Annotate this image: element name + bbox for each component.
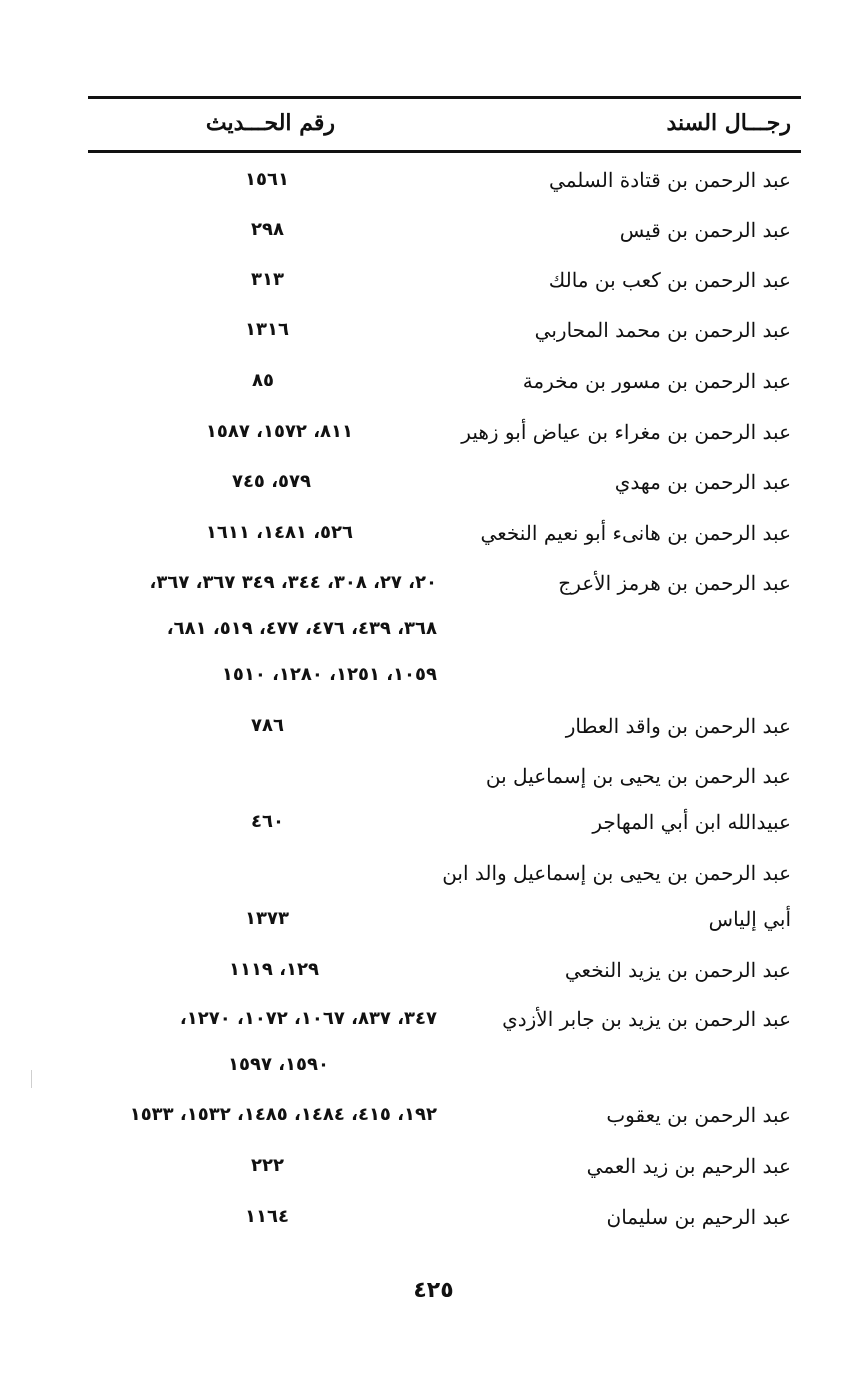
page-number: ٤٢٥	[413, 1278, 454, 1303]
hadith-numbers-continued: ٣٦٨، ٤٣٩، ٤٧٦، ٤٧٧، ٥١٩، ٦٨١،	[166, 618, 437, 639]
hadith-numbers: ٧٨٦	[251, 715, 284, 736]
hadith-numbers: ١٢٩، ١١١٩	[228, 959, 319, 980]
narrator-name-continued: أبي إلياس	[708, 907, 791, 931]
hadith-numbers: ٢٠، ٢٧، ٣٠٨، ٣٤٤، ٣٤٩ ٣٦٧، ٣٦٧،	[149, 572, 437, 593]
hadith-numbers: ٤٦٠	[251, 811, 284, 832]
narrator-name: عبد الرحمن بن يحيى بن إسماعيل بن	[485, 764, 791, 788]
narrator-name: عبد الرحيم بن زيد العمي	[586, 1154, 791, 1178]
header-narrators: رجـــال السند	[666, 110, 791, 136]
narrator-name: عبد الرحمن بن قيس	[619, 218, 791, 242]
hadith-numbers: ٥٧٩، ٧٤٥	[231, 471, 311, 492]
hadith-numbers: ٣٤٧، ٨٣٧، ١٠٦٧، ١٠٧٢، ١٢٧٠،	[179, 1008, 437, 1029]
hadith-numbers: ٨٥	[252, 370, 274, 391]
narrator-name: عبد الرحمن بن محمد المحاربي	[534, 318, 791, 342]
narrator-name: عبد الرحمن بن يزيد النخعي	[564, 958, 791, 982]
scan-speck	[31, 1070, 32, 1088]
hadith-numbers-continued: ١٥٩٠، ١٥٩٧	[227, 1054, 329, 1075]
hadith-numbers: ١١٦٤	[245, 1206, 289, 1227]
narrator-name: عبد الرحمن بن مغراء بن عياض أبو زهير	[461, 420, 791, 444]
header-rule	[88, 150, 801, 153]
header-hadith-number: رقم الحـــديث	[205, 110, 335, 136]
narrator-name: عبد الرحمن بن يحيى بن إسماعيل والد ابن	[442, 861, 791, 885]
top-rule	[88, 96, 801, 99]
narrator-name: عبد الرحمن بن يعقوب	[606, 1103, 791, 1127]
narrator-name: عبد الرحمن بن كعب بن مالك	[548, 268, 791, 292]
narrator-name-continued: عبيدالله ابن أبي المهاجر	[592, 810, 791, 834]
narrator-name: عبد الرحيم بن سليمان	[606, 1205, 791, 1229]
hadith-numbers: ٨١١، ١٥٧٢، ١٥٨٧	[205, 421, 353, 442]
hadith-numbers: ٢٢٢	[251, 1155, 284, 1176]
hadith-numbers: ١٣١٦	[245, 319, 289, 340]
hadith-numbers: ٣١٣	[251, 269, 284, 290]
hadith-numbers: ١٥٦١	[245, 169, 289, 190]
narrator-name: عبد الرحمن بن مهدي	[614, 470, 791, 494]
hadith-numbers: ١٩٢، ٤١٥، ١٤٨٤، ١٤٨٥، ١٥٣٢، ١٥٣٣	[129, 1104, 437, 1125]
hadith-numbers: ٢٩٨	[251, 219, 284, 240]
narrator-name: عبد الرحمن بن مسور بن مخرمة	[522, 369, 791, 393]
hadith-numbers-continued: ١٠٥٩، ١٢٥١، ١٢٨٠، ١٥١٠	[221, 664, 437, 685]
narrator-name: عبد الرحمن بن هرمز الأعرج	[558, 571, 791, 595]
narrator-name: عبد الرحمن بن واقد العطار	[565, 714, 791, 738]
hadith-numbers: ٥٢٦، ١٤٨١، ١٦١١	[205, 522, 353, 543]
narrator-name: عبد الرحمن بن هانىء أبو نعيم النخعي	[480, 521, 791, 545]
hadith-numbers: ١٣٧٣	[245, 908, 289, 929]
narrator-name: عبد الرحمن بن يزيد بن جابر الأزدي	[502, 1007, 791, 1031]
narrator-name: عبد الرحمن بن قتادة السلمي	[549, 168, 791, 192]
